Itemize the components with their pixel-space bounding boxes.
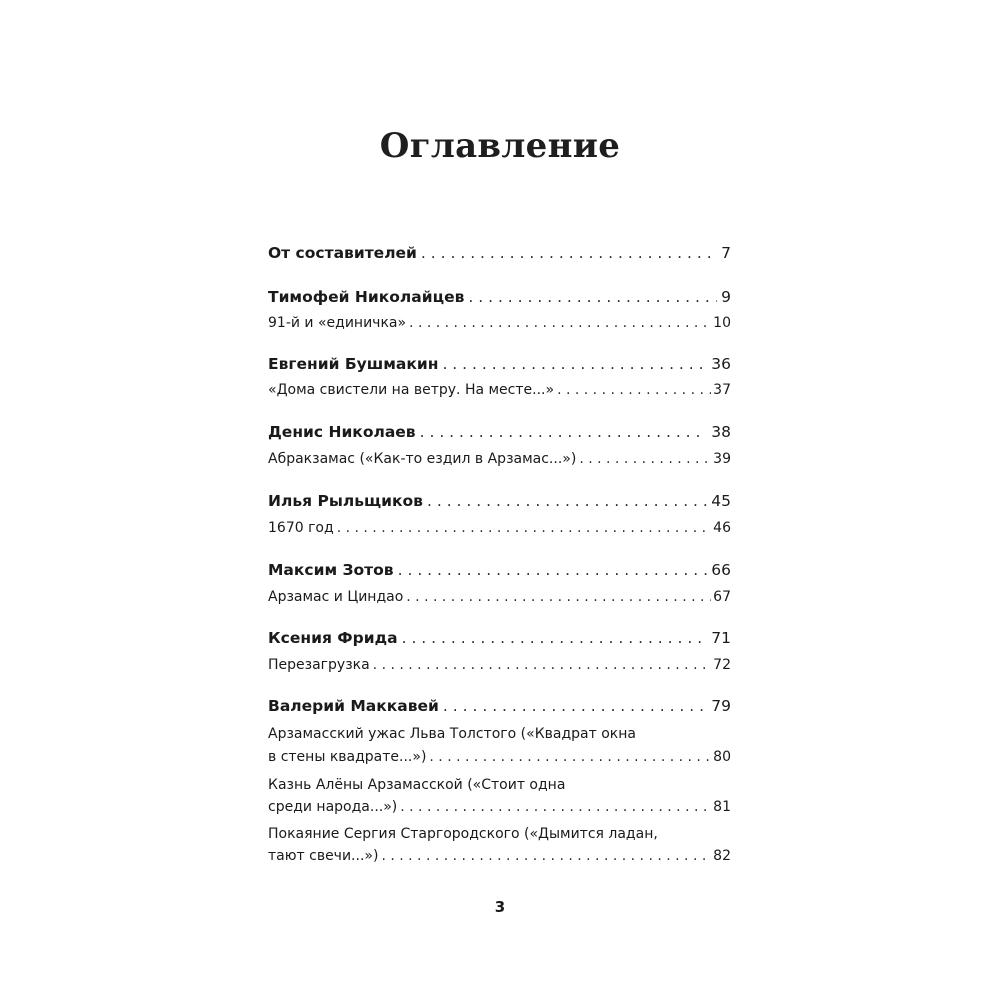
- leader-dots: [557, 382, 711, 398]
- toc-entry-label: «Дома свистели на ветру. На месте...»: [268, 382, 555, 398]
- toc-entry-label: Максим Зотов: [268, 561, 394, 579]
- leader-dots: [427, 492, 707, 510]
- leader-dots: [406, 589, 711, 605]
- toc-entry-work: [268, 589, 731, 605]
- toc-entry-first-line: Покаяние Сергия Старгородского («Дымится ладан,: [268, 826, 658, 842]
- toc-entry-page: 46: [713, 520, 731, 536]
- table-of-contents: [268, 0, 731, 1000]
- leader-dots: [468, 288, 717, 306]
- toc-entry-page: 72: [713, 657, 731, 673]
- toc-entry-page: 66: [711, 561, 731, 579]
- toc-entry-author: [268, 492, 731, 510]
- toc-entry-label: Абракзамас («Как-то ездил в Арзамас...»): [268, 451, 577, 467]
- toc-entry-work: [268, 382, 731, 398]
- toc-entry-page: 82: [713, 848, 731, 864]
- toc-entry-work: [268, 848, 731, 864]
- toc-entry-label: Евгений Бушмакин: [268, 355, 439, 373]
- toc-entry-label: 91-й и «единичка»: [268, 315, 407, 331]
- toc-entry-page: 80: [713, 749, 731, 765]
- toc-entry-label: Арзамас и Циндао: [268, 589, 404, 605]
- page-number: 3: [494, 898, 506, 916]
- toc-entry-label: 1670 год: [268, 520, 334, 536]
- toc-entry-label: Илья Рыльщиков: [268, 492, 423, 510]
- toc-entry-work: [268, 657, 731, 673]
- toc-entry-page: 81: [713, 799, 731, 815]
- leader-dots: [398, 561, 708, 579]
- toc-entry-page: 71: [711, 629, 731, 647]
- toc-entry-author: [268, 244, 731, 262]
- toc-entry-page: 79: [711, 697, 731, 715]
- toc-entry-label: Валерий Маккавей: [268, 697, 439, 715]
- toc-entry-label: Тимофей Николайцев: [268, 288, 465, 306]
- toc-entry-label: Ксения Фрида: [268, 629, 398, 647]
- toc-entry-first-line: Арзамасский ужас Льва Толстого («Квадрат окна: [268, 726, 636, 742]
- leader-dots: [409, 315, 711, 331]
- toc-entry-work: [268, 451, 731, 467]
- toc-entry-author: [268, 355, 731, 373]
- toc-entry-page: 7: [721, 244, 731, 262]
- toc-entry-author: [268, 561, 731, 579]
- leader-dots: [429, 749, 711, 765]
- toc-entry-page: 10: [713, 315, 731, 331]
- toc-entry-label: в стены квадрате...»): [268, 749, 427, 765]
- toc-entry-author: [268, 629, 731, 647]
- toc-entry-page: 39: [713, 451, 731, 467]
- toc-entry-first-line: Казнь Алёны Арзамасской («Стоит одна: [268, 777, 566, 793]
- leader-dots: [420, 423, 708, 441]
- toc-entry-author: [268, 697, 731, 715]
- leader-dots: [337, 520, 711, 536]
- toc-entry-label: Денис Николаев: [268, 423, 416, 441]
- toc-entry-work: [268, 315, 731, 331]
- leader-dots: [373, 657, 712, 673]
- toc-entry-label: среди народа...»): [268, 799, 398, 815]
- toc-entry-label: От составителей: [268, 244, 417, 262]
- toc-entry-work: [268, 799, 731, 815]
- toc-entry-page: 38: [711, 423, 731, 441]
- leader-dots: [442, 355, 707, 373]
- toc-entry-label: тают свечи...»): [268, 848, 379, 864]
- toc-entry-work: [268, 749, 731, 765]
- leader-dots: [400, 799, 711, 815]
- leader-dots: [443, 697, 707, 715]
- leader-dots: [381, 848, 711, 864]
- leader-dots: [402, 629, 708, 647]
- toc-entry-page: 37: [713, 382, 731, 398]
- toc-entry-page: 9: [721, 288, 731, 306]
- toc-entry-label: Перезагрузка: [268, 657, 370, 673]
- leader-dots: [421, 244, 717, 262]
- toc-entry-page: 67: [713, 589, 731, 605]
- leader-dots: [579, 451, 711, 467]
- toc-entry-author: [268, 288, 731, 306]
- toc-entry-page: 45: [711, 492, 731, 510]
- page-title: Оглавление: [379, 126, 621, 166]
- toc-entry-work: [268, 520, 731, 536]
- toc-entry-page: 36: [711, 355, 731, 373]
- toc-entry-author: [268, 423, 731, 441]
